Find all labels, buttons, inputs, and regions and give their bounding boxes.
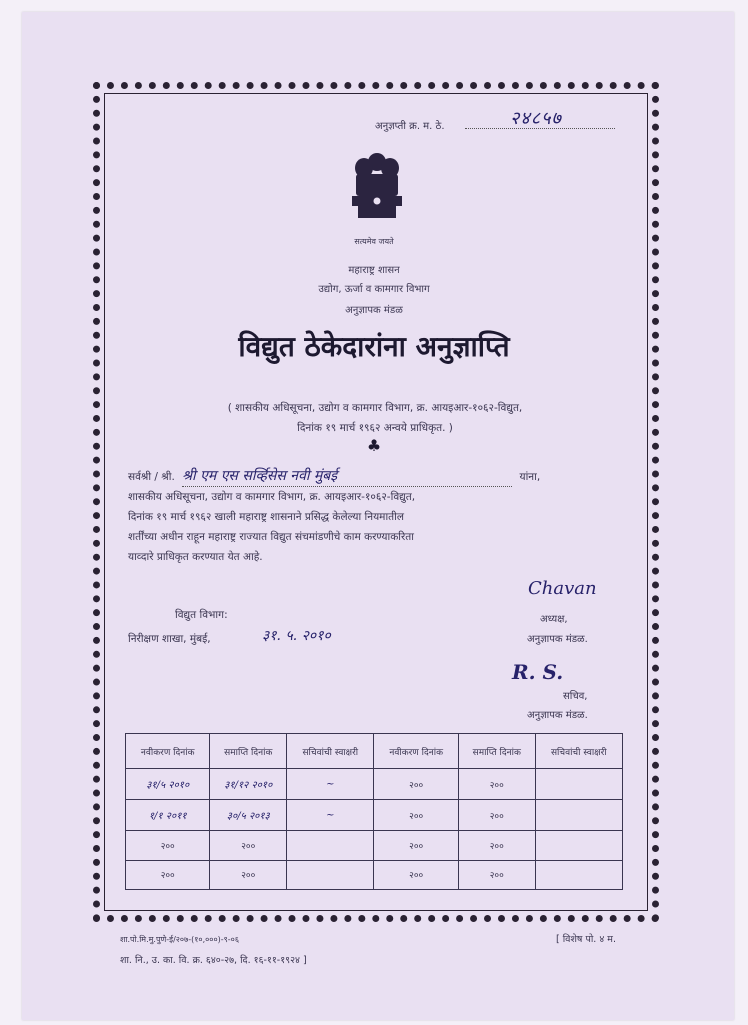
table-cell: २००: [458, 800, 535, 831]
table-cell: २००: [458, 831, 535, 860]
addressee-name: श्री एम एस सर्व्हिसेस नवी मुंबई: [182, 466, 512, 487]
issuer-dept: विद्युत विभाग:: [175, 609, 228, 621]
table-cell: ३१/१२ २०१०: [210, 769, 287, 800]
table-cell: ३१/५ २०१०: [126, 769, 210, 800]
license-number-label: अनुज्ञप्ती क्र. म. ठे.: [375, 121, 445, 132]
table-row: [126, 769, 623, 800]
secretary-board: अनुज्ञापक मंडळ.: [527, 710, 588, 721]
chairman-signature: Chavan: [528, 578, 597, 599]
table-row: [126, 800, 623, 831]
header-renewal-date: नवीकरण दिनांक: [126, 734, 210, 769]
table-cell: ~: [287, 800, 374, 831]
issuer-office: निरीक्षण शाखा, मुंबई,: [128, 633, 211, 645]
header-secretary-sign: सचिवांची स्वाक्षरी: [535, 734, 622, 769]
table-cell: [535, 860, 622, 889]
table-cell: २००: [374, 800, 458, 831]
license-body: [128, 466, 628, 567]
table-cell: २००: [210, 860, 287, 889]
table-cell: ~: [287, 769, 374, 800]
reference-line-1: ( शासकीय अधिसूचना, उद्योग व कामगार विभाग, क्र. आयइआर-१०६२-विद्युत,: [227, 402, 523, 414]
reference-note: [140, 398, 610, 438]
table-cell: [535, 831, 622, 860]
header-line-3: अनुज्ञापक मंडळ: [345, 305, 403, 316]
header-line-2: उद्योग, ऊर्जा व कामगार विभाग: [318, 284, 430, 295]
body-line-5: याव्दारे प्राधिकृत करण्यात येत आहे.: [128, 551, 263, 563]
table-cell: [535, 769, 622, 800]
addressee-suffix: यांना,: [519, 471, 541, 483]
license-number-value: २४८५७: [510, 108, 562, 129]
club-ornament-icon: ♣: [366, 436, 382, 455]
table-cell: २००: [374, 831, 458, 860]
table-cell: २००: [374, 860, 458, 889]
addressee-label: सर्वश्री / श्री.: [128, 471, 175, 483]
table-cell: २००: [458, 769, 535, 800]
table-cell: २००: [210, 831, 287, 860]
header-secretary-sign: सचिवांची स्वाक्षरी: [287, 734, 374, 769]
chairman-title: अध्यक्ष,: [540, 614, 568, 625]
table-cell: २००: [126, 831, 210, 860]
table-row: [126, 831, 623, 860]
body-line-3: दिनांक १९ मार्च १९६२ खाली महाराष्ट्र शासनाने प्रसिद्ध केलेल्या नियमातील: [128, 511, 405, 523]
emblem-caption: सत्यमेव जयते: [354, 237, 394, 246]
secretary-title: सचिव,: [563, 691, 588, 702]
header-expiry-date: समाप्ति दिनांक: [210, 734, 287, 769]
renewal-table: [125, 733, 623, 890]
table-cell: २००: [458, 860, 535, 889]
footer-form-number: [ विशेष पो. ४ म.: [556, 934, 616, 945]
secretary-signature: R. S.: [512, 660, 564, 684]
page-title: विद्युत ठेकेदारांना अनुज्ञाप्ति: [238, 330, 510, 363]
table-cell: ३०/५ २०१३: [210, 800, 287, 831]
footer-press-line: शा.पो.मि.मु.पुणे-ई/२०७-(१०,०००)-९-०६: [120, 935, 239, 944]
table-cell: [287, 860, 374, 889]
reference-line-2: दिनांक १९ मार्च १९६२ अन्वये प्राधिकृत. ): [297, 422, 453, 434]
footer-gr-line: शा. नि., उ. का. वि. क्र. ६४०-२७, दि. १६-११-१९२४ ]: [120, 955, 307, 966]
header-expiry-date: समाप्ति दिनांक: [458, 734, 535, 769]
table-cell: २००: [374, 769, 458, 800]
table-row: [126, 860, 623, 889]
table-cell: [535, 800, 622, 831]
issue-date: ३१. ५. २०१०: [262, 628, 331, 644]
body-line-2: शासकीय अधिसूचना, उद्योग व कामगार विभाग, क्र. आयइआर-१०६२-विद्युत,: [128, 491, 416, 503]
ashoka-emblem-icon: [346, 150, 408, 236]
header-renewal-date: नवीकरण दिनांक: [374, 734, 458, 769]
chairman-board: अनुज्ञापक मंडळ.: [527, 634, 588, 645]
table-cell: १/१ २०११: [126, 800, 210, 831]
table-cell: २००: [126, 860, 210, 889]
table-header-row: [126, 734, 623, 769]
body-line-4: शर्तींच्या अधीन राहून महाराष्ट्र राज्यात विद्युत संचमांडणीचे काम करण्याकरिता: [128, 531, 415, 543]
header-line-1: महाराष्ट्र शासन: [348, 265, 400, 276]
table-cell: [287, 831, 374, 860]
